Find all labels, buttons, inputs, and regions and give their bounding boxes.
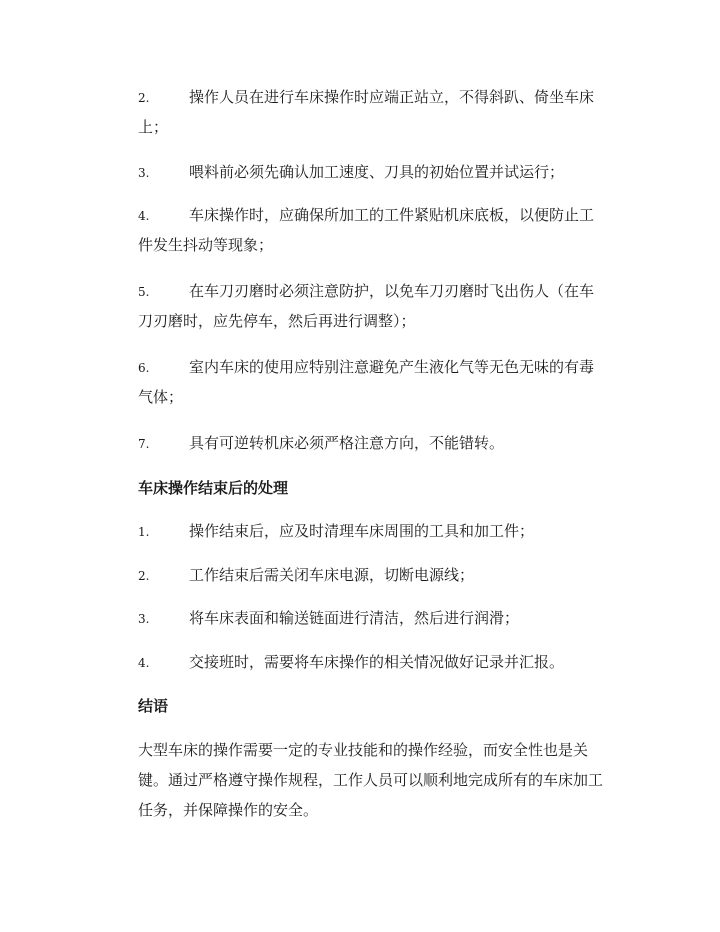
list-item-number: 7.: [138, 437, 150, 451]
list-item-number: 4.: [138, 209, 150, 223]
list-item-text: 交接班时，需要将车床操作的相关情况做好记录并汇报。: [189, 653, 565, 671]
list-item-number: 6.: [138, 361, 150, 375]
list-item: [138, 157, 608, 187]
list-item-text: 车床操作时，应确保所加工的工件紧贴机床底板，以便防止工件发生抖动等现象；: [138, 206, 595, 254]
list-item-text: 喂料前必须先确认加工速度、刀具的初始位置并试运行；: [189, 163, 565, 181]
list-item: [138, 200, 608, 260]
section-heading: 车床操作结束后的处理: [138, 479, 289, 497]
list-item-number: 3.: [138, 166, 150, 180]
list-item-number: 2.: [138, 569, 150, 583]
list-item: [138, 276, 608, 336]
list-item-text: 工作结束后需关闭车床电源，切断电源线；: [189, 566, 475, 584]
list-item: [138, 82, 608, 142]
list-item-number: 5.: [138, 285, 150, 299]
list-item: [138, 516, 608, 546]
list-item-number: 1.: [138, 525, 150, 539]
list-item: [138, 647, 608, 677]
list-item-text: 室内车床的使用应特别注意避免产生液化气等无色无味的有毒气体；: [138, 358, 595, 406]
list-item: [138, 603, 608, 633]
conclusion-paragraph: 大型车床的操作需要一定的专业技能和的操作经验，而安全性也是关键。通过严格遵守操作规程，工作人员可以顺利地完成所有的车床加工任务，并保障操作的安全。: [138, 741, 604, 819]
list-item-text: 具有可逆转机床必须严格注意方向，不能错转。: [189, 434, 505, 452]
conclusion-heading: 结语: [138, 697, 169, 715]
list-item-number: 3.: [138, 612, 150, 626]
list-item: [138, 352, 608, 412]
list-item-text: 将车床表面和输送链面进行清洁，然后进行润滑；: [189, 609, 520, 627]
list-item-text: 在车刀刃磨时必须注意防护，以免车刀刃磨时飞出伤人（在车刀刃磨时，应先停车，然后再进行调整）；: [138, 282, 595, 330]
list-item-text: 操作人员在进行车床操作时应端正站立，不得斜趴、倚坐车床上；: [138, 88, 595, 136]
list-item: [138, 428, 608, 458]
list-item-number: 4.: [138, 656, 150, 670]
list-item-text: 操作结束后，应及时清理车床周围的工具和加工件；: [189, 522, 535, 540]
list-item: [138, 560, 608, 590]
list-item-number: 2.: [138, 91, 150, 105]
